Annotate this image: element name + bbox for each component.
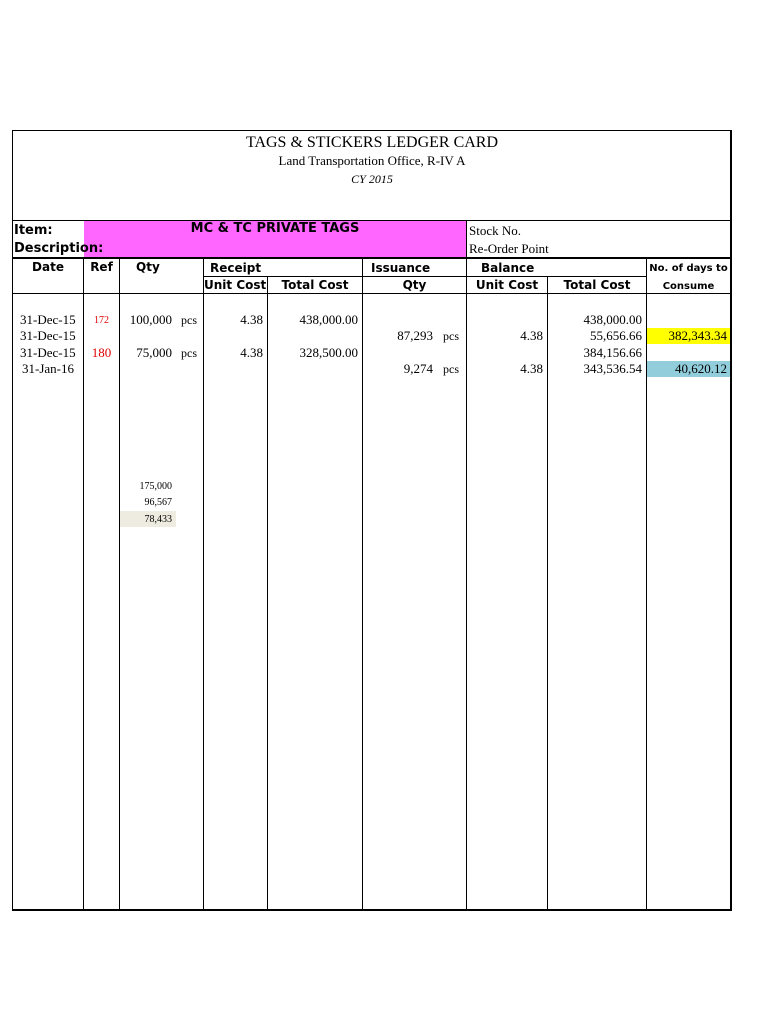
row-bal-total-cost: 343,536.54: [583, 361, 642, 376]
row-total-cost: 438,000.00: [299, 312, 358, 327]
calc-value-1: 175,000: [139, 481, 172, 492]
row-issuance-unit: pcs: [443, 329, 459, 343]
col-issuance-qty: Qty: [402, 278, 427, 292]
row-days: 382,343.34: [668, 328, 727, 343]
row-issuance-unit: pcs: [443, 362, 459, 376]
row-unit-cost: 4.38: [240, 312, 263, 327]
description-label: Description:: [14, 241, 104, 256]
ledger-title: TAGS & STICKERS LEDGER CARD: [245, 134, 499, 151]
col-days-line1: No. of days to: [649, 263, 728, 274]
col-receipt: Receipt: [210, 261, 262, 275]
frame-bottom: [12, 909, 732, 911]
row-bal-total-cost: 384,156.66: [583, 345, 642, 360]
row-bal-total-cost: 55,656.66: [590, 328, 642, 343]
stock-no-label: Stock No.: [469, 223, 521, 238]
col-days-line2: Consume: [662, 281, 715, 292]
calc-value-3: 78,433: [144, 514, 172, 525]
row-issuance-qty: 87,293: [397, 328, 433, 343]
row-qty-unit: pcs: [181, 346, 197, 360]
col-ref: Ref: [90, 260, 113, 274]
col-receipt-unit-cost: Unit Cost: [204, 278, 267, 292]
calendar-year: CY 2015: [351, 172, 393, 186]
item-name: MC & TC PRIVATE TAGS: [190, 221, 360, 236]
col-balance: Balance: [481, 261, 535, 275]
row-bal-total-cost: 438,000.00: [583, 312, 642, 327]
row-qty: 100,000: [129, 312, 172, 327]
row-ref: 172: [94, 315, 109, 326]
reorder-point-label: Re-Order Point: [469, 241, 549, 256]
col-line-issuance: [362, 258, 363, 910]
row-date: 31-Dec-15: [20, 345, 76, 360]
row-bal-unit-cost: 4.38: [520, 361, 543, 376]
row-qty-unit: pcs: [181, 313, 197, 327]
col-qty: Qty: [136, 260, 160, 274]
col-line-balance: [466, 258, 467, 910]
col-balance-unit-cost: Unit Cost: [475, 278, 539, 292]
row-date: 31-Dec-15: [20, 312, 76, 327]
header-bottom-border: [12, 293, 732, 294]
frame-top: [12, 130, 732, 131]
frame-right: [730, 130, 732, 910]
row-qty: 75,000: [136, 345, 172, 360]
col-line-total: [267, 276, 268, 910]
row-date: 31-Dec-15: [20, 328, 76, 343]
col-receipt-total-cost: Total Cost: [281, 278, 349, 292]
row-date: 31-Jan-16: [22, 361, 74, 376]
row-days: 40,620.12: [675, 361, 727, 376]
row-ref: 180: [91, 345, 112, 360]
header-top-border: [12, 257, 732, 259]
row-bal-unit-cost: 4.38: [520, 328, 543, 343]
stock-divider: [466, 221, 467, 257]
frame-left: [12, 130, 13, 910]
row-total-cost: 328,500.00: [299, 345, 358, 360]
item-label: Item:: [14, 223, 53, 238]
row-issuance-qty: 9,274: [403, 361, 433, 376]
office-name: Land Transportation Office, R-IV A: [278, 153, 466, 168]
col-date: Date: [32, 260, 64, 274]
col-line-days: [646, 258, 647, 910]
col-balance-total-cost: Total Cost: [563, 278, 631, 292]
row-unit-cost: 4.38: [240, 345, 263, 360]
calc-value-2: 96,567: [144, 497, 172, 508]
col-issuance: Issuance: [371, 261, 431, 275]
